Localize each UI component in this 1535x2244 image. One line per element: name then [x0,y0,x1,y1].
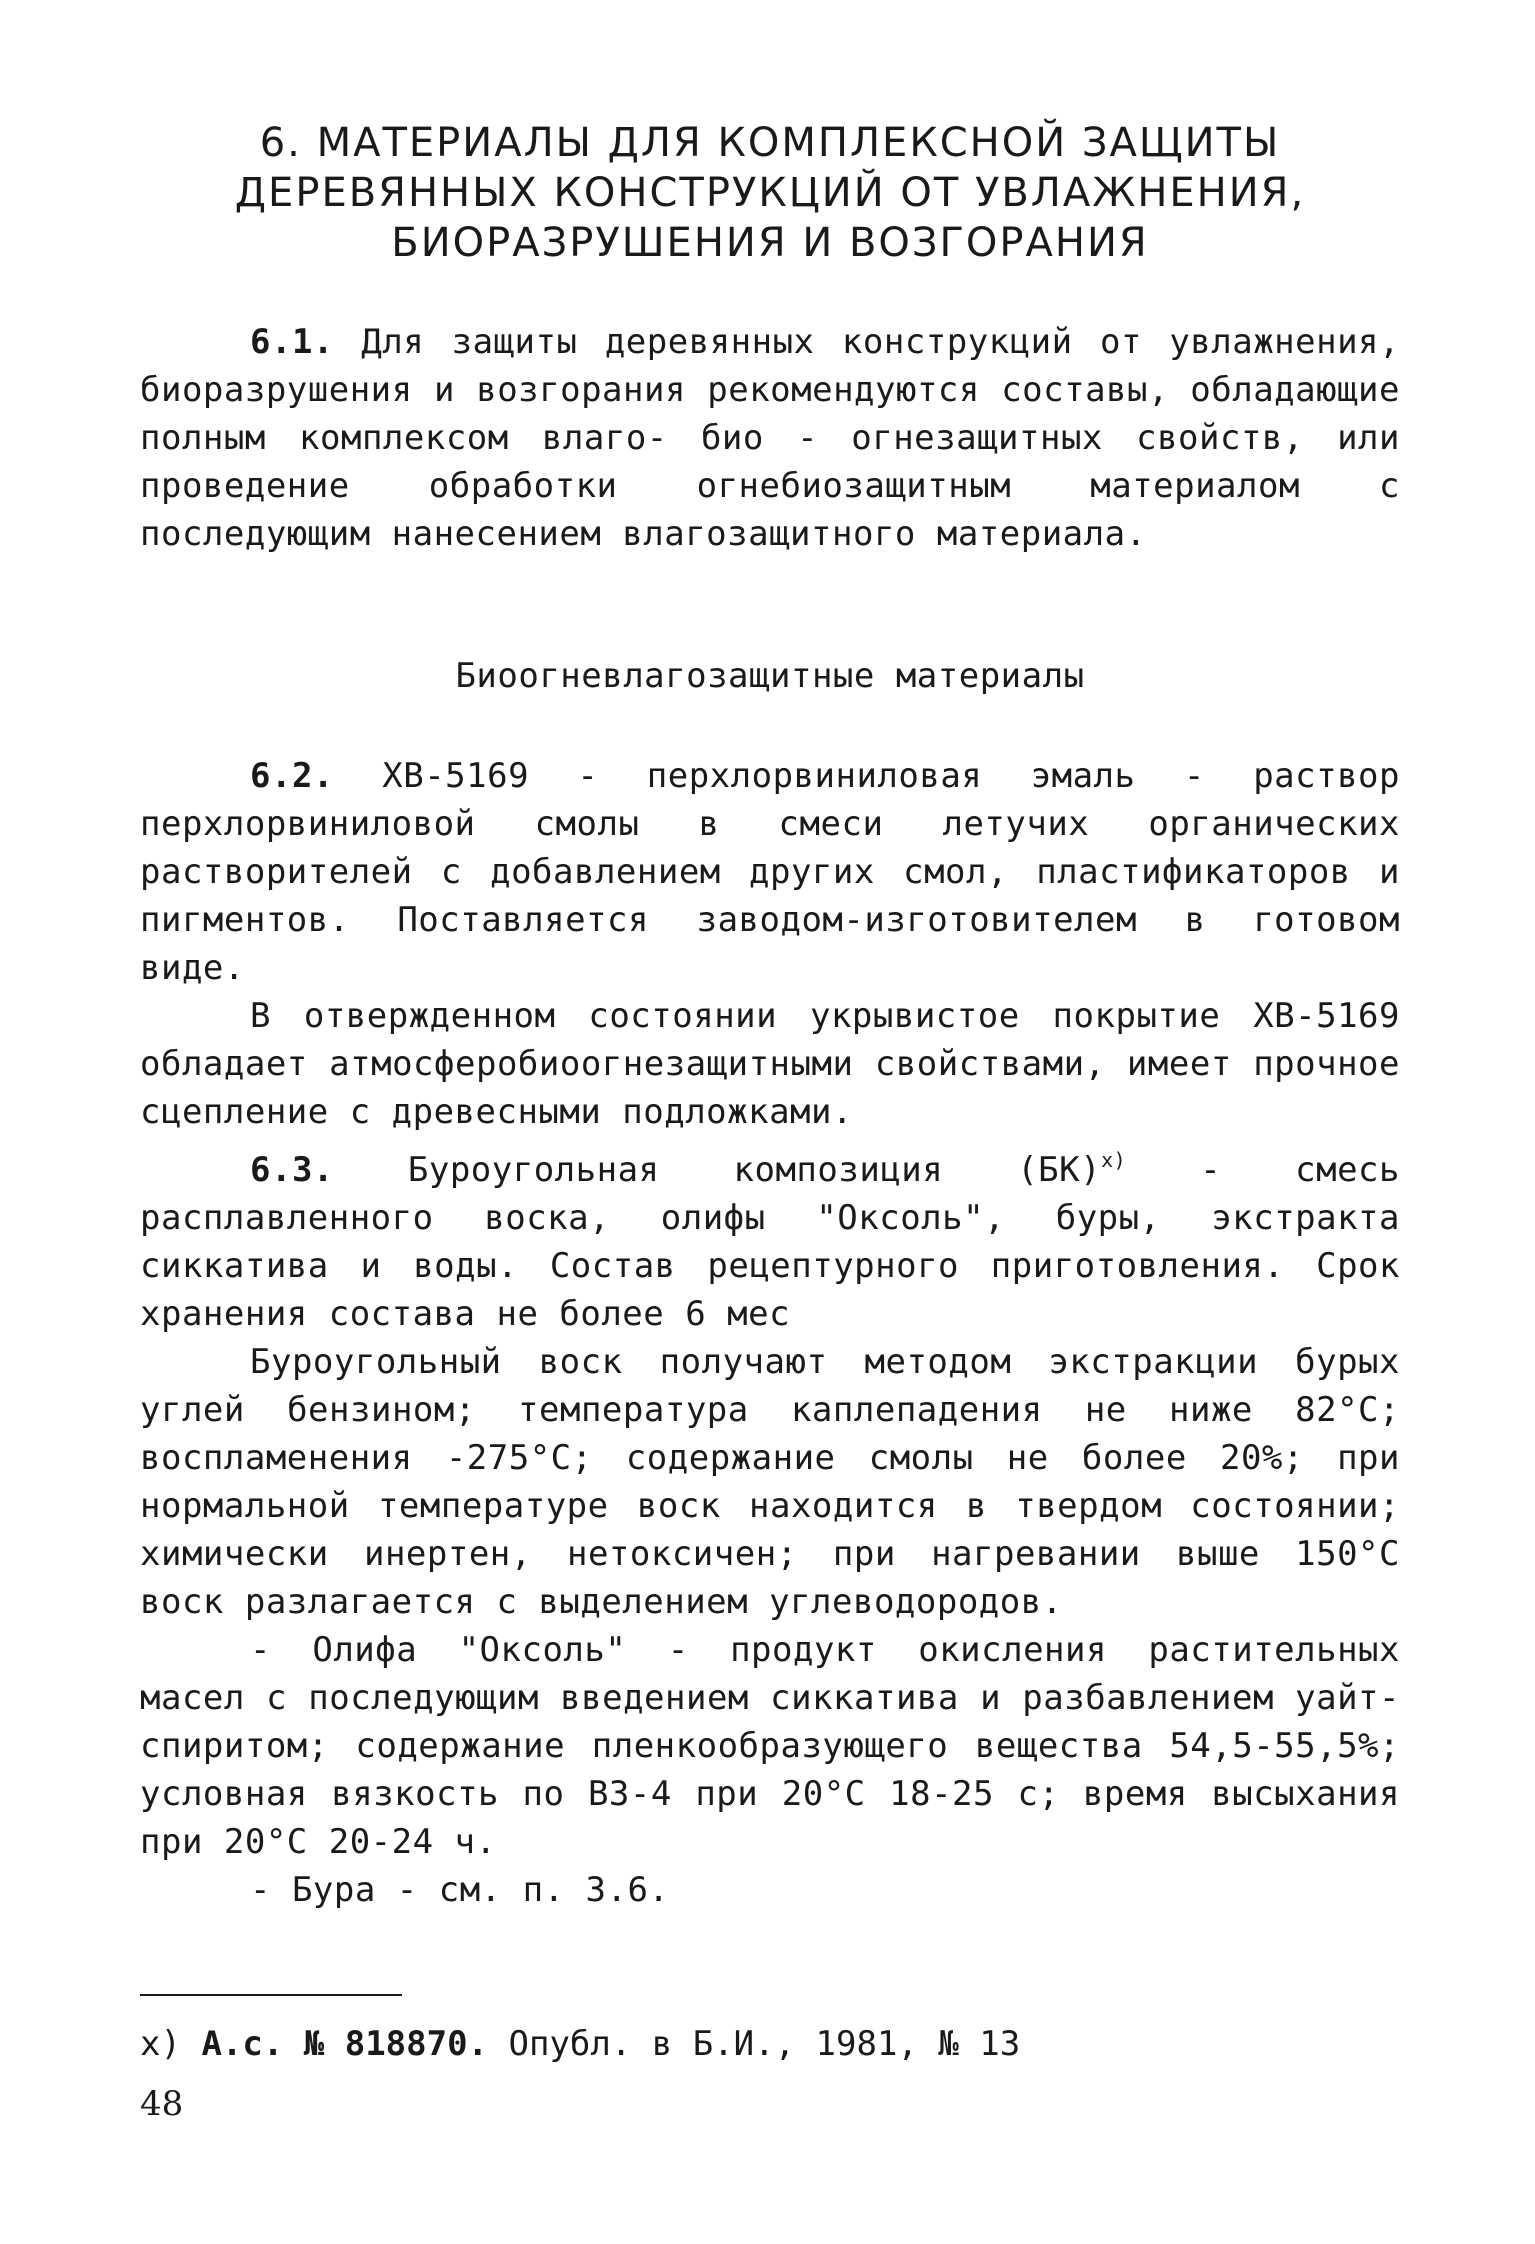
paragraph-6-1 [140,318,1400,558]
paragraph-6-3 [140,1136,1400,1338]
section-6-1-text: Для защиты деревянных конструкций от увлажнения, биоразрушения и возгорания рекомендуются составы, обладающие полным комплексом влаго- био - огнезащитных свойств, или проведение обработки огнебиозащитным материалом с последующим нанесением влагозащитного материала. [140,322,1400,554]
section-6-3-text: - смесь расплавленного воска, олифы "Оксоль", буры, экстракта сиккатива и воды. Состав рецептурного приготовления. Срок хранения состава не более 6 мес [140,1150,1400,1334]
section-number-6-1: 6.1. [250,322,334,362]
section-number-6-2: 6.2. [250,756,334,796]
footnote [140,2020,1020,2068]
chapter-title-line-2: ДЕРЕВЯННЫХ КОНСТРУКЦИЙ ОТ УВЛАЖНЕНИЯ, [234,170,1306,216]
footnote-mark: х) [140,2024,181,2064]
footnote-reference: А.с. № 818870. [201,2024,489,2064]
subheading-block [140,652,1400,700]
paragraph-oxol: - Олифа "Оксоль" - продукт окисления растительных масел с последующим введением сиккатива и разбавлением уайт-спиритом; содержание пленкообразующего вещества 54,5-55,5%; условная вязкость по ВЗ-4 при 20°С 18-25 с; время высыхания при 20°С 20-24 ч. [140,1630,1400,1862]
footnote-text: Опубл. в Б.И., 1981, № 13 [508,2024,1021,2064]
paragraph-6-2 [140,752,1400,992]
section-6-2 [140,752,1400,1914]
section-number-6-3: 6.3. [250,1150,334,1190]
page-number: 48 [140,2084,184,2124]
footnote-separator [140,1994,402,1996]
paragraph-brown-coal-wax: Буроугольный воск получают методом экстракции бурых углей бензином; температура каплепадения не ниже 82°С; воспламенения -275°С; содержание смолы не более 20%; при нормальной температуре воск находится в твердом состоянии; химически инертен, нетоксичен; при нагревании выше 150°С воск разлагается с выделением углеводородов. [140,1342,1400,1622]
chapter-title [150,118,1390,268]
paragraph-borax: - Бура - см. п. 3.6. [250,1870,670,1910]
section-6-1 [140,318,1400,558]
footnote-marker: x) [1101,1148,1127,1172]
subheading: Биоогневлагозащитные материалы [455,656,1085,696]
chapter-title-line-3: БИОРАЗРУШЕНИЯ И ВОЗГОРАНИЯ [391,220,1149,266]
section-6-3-lead: Буроугольная композиция (БК) [407,1150,1102,1190]
paragraph-cured-coating: В отвержденном состоянии укрывистое покрытие ХВ-5169 обладает атмосферобиоогнезащитными свойствами, имеет прочное сцепление с древесными подложками. [140,996,1400,1132]
chapter-title-line-1: 6. МАТЕРИАЛЫ ДЛЯ КОМПЛЕКСНОЙ ЗАЩИТЫ [259,120,1281,166]
section-6-2-text: ХВ-5169 - перхлорвиниловая эмаль - раствор перхлорвиниловой смолы в смеси летучих органических растворителей с добавлением других смол, пластификаторов и пигментов. Поставляется заводом-изготовителем в готовом виде. [140,756,1400,988]
